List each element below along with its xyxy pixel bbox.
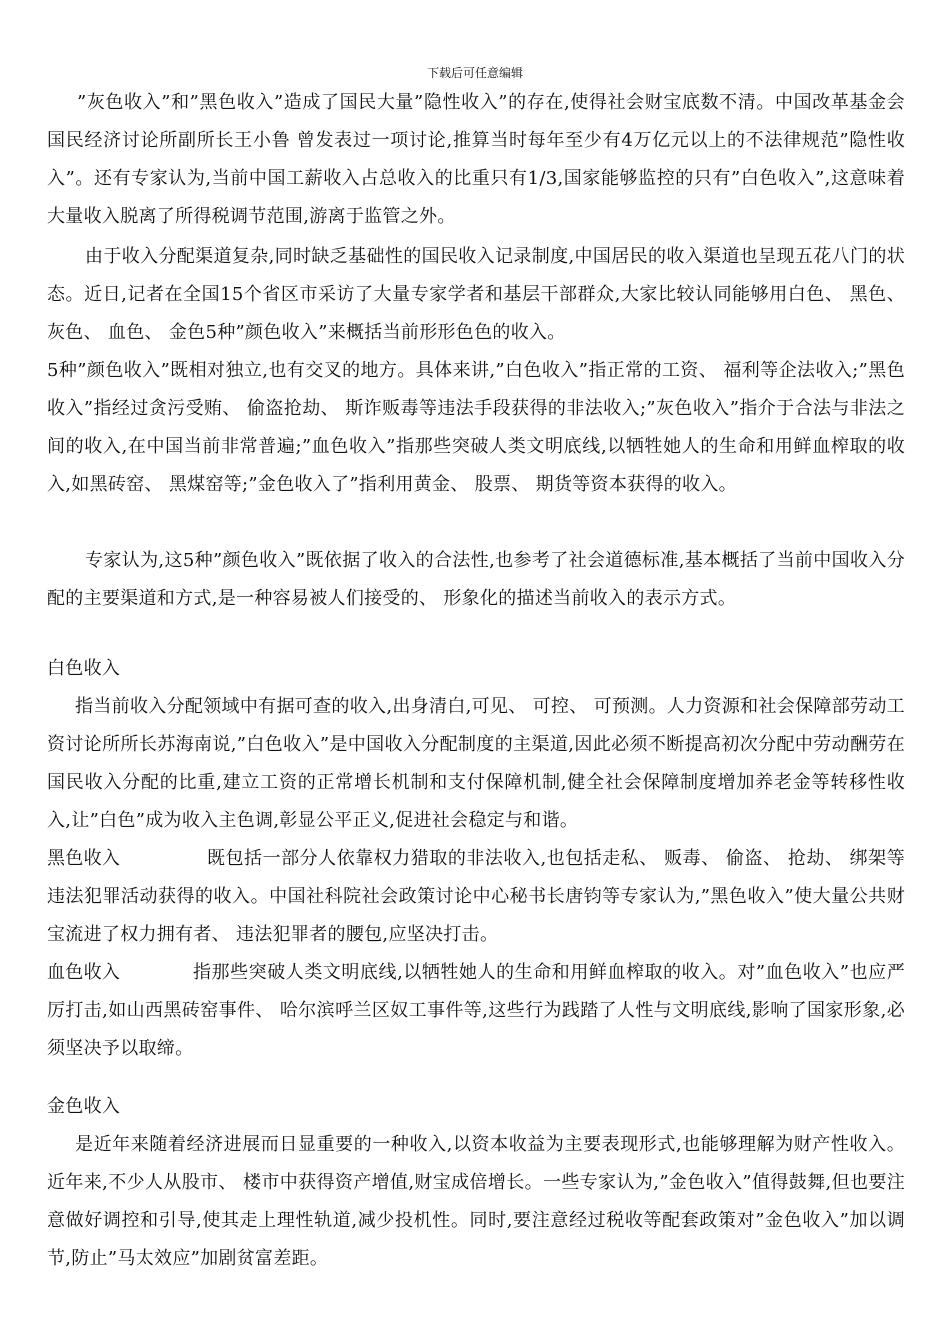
paragraph-blood-income: 指那些突破人类文明底线,以牺牲她人的生命和用鲜血榨取的收入。对”血色收入”也应严厉打击,如山西黑砖窑事件、 哈尔滨呼兰区奴工事件等,这些行为践踏了人性与文明底线,影响了国家形象,必须坚决予以取缔。 [47,962,905,1059]
paragraph-black-income: 既包括一部分人依靠权力猎取的非法收入,也包括走私、 贩毒、 偷盗、 抢劫、 绑架等违法犯罪活动获得的收入。中国社科院社会政策讨论中心秘书长唐钧等专家认为,”黑色收入”使大量公共财宝流进了权力拥有者、 违法犯罪者的腰包,应坚决打击。 [47,848,905,945]
paragraph-gray-black-income: ”灰色收入”和”黑色收入”造成了国民大量”隐性收入”的存在,使得社会财宝底数不清。中国改革基金会国民经济讨论所副所长王小鲁 曾发表过一项讨论,推算当时每年至少有4万亿元以上的不法律规范”隐性收入”。还有专家认为,当前中国工薪收入占总收入的比重只有1/3,国家能够监控的只有”白色收入”,这意味着大量收入脱离了所得税调节范围,游离于监管之外。 [47,92,905,227]
paragraph-gold-income: 是近年来随着经济进展而日显重要的一种收入,以资本收益为主要表现形式,也能够理解为财产性收入。近年来,不少人从股市、 楼市中获得资产增值,财宝成倍增长。一些专家认为,”金色收入”值得鼓舞,但也要注意做好调控和引导,使其走上理性轨道,减少投机性。同时,要注意经过税收等配套政策对”金色收入”加以调节,防止”马太效应”加剧贫富差距。 [47,1134,905,1269]
paragraph-five-colors: 5种”颜色收入”既相对独立,也有交叉的地方。具体来讲,”白色收入”指正常的工资、 福利等企法收入;”黑色收入”指经过贪污受贿、 偷盗抢劫、 斯诈贩毒等违法手段获得的非法收入;”灰色收入”指介于合法与非法之间的收入,在中国当前非常普遍;”血色收入”指那些突破人类文明底线,以牺牲她人的生命和用鲜血榨取的收入,如黑砖窑、 黑煤窑等;”金色收入了”指利用黄金、 股票、 期货等资本获得的收入。 [47,360,905,495]
heading-black-income: 黑色收入 [47,848,121,869]
heading-blood-income: 血色收入 [47,962,121,983]
paragraph-expert-opinion: 专家认为,这5种”颜色收入”既依据了收入的合法性,也参考了社会道德标准,基本概括了当前中国收入分配的主要渠道和方式,是一种容易被人们接受的、 形象化的描述当前收入的表示方式。 [47,550,905,609]
paragraph-white-income: 指当前收入分配领域中有据可查的收入,出身清白,可见、 可控、 可预测。人力资源和社会保障部劳动工资讨论所所长苏海南说,”白色收入”是中国收入分配制度的主渠道,因此必须不断提高初次分配中劳动酬劳在国民收入分配的比重,建立工资的正常增长机制和支付保障机制,健全社会保障制度增加养老金等转移性收入,让”白色”成为收入主色调,彰显公平正义,促进社会稳定与和谐。 [47,696,905,831]
heading-white-income: 白色收入 [47,658,121,679]
paragraph-income-channels: 由于收入分配渠道复杂,同时缺乏基础性的国民收入记录制度,中国居民的收入渠道也呈现五花八门的状态。近日,记者在全国15个省区市采访了大量专家学者和基层干部群众,大家比较认同能够用白色、 黑色、 灰色、 血色、 金色5种”颜色收入”来概括当前形形色色的收入。 [47,246,905,343]
page-header: 下载后可任意编辑 [426,66,523,80]
heading-gold-income: 金色收入 [47,1096,121,1117]
